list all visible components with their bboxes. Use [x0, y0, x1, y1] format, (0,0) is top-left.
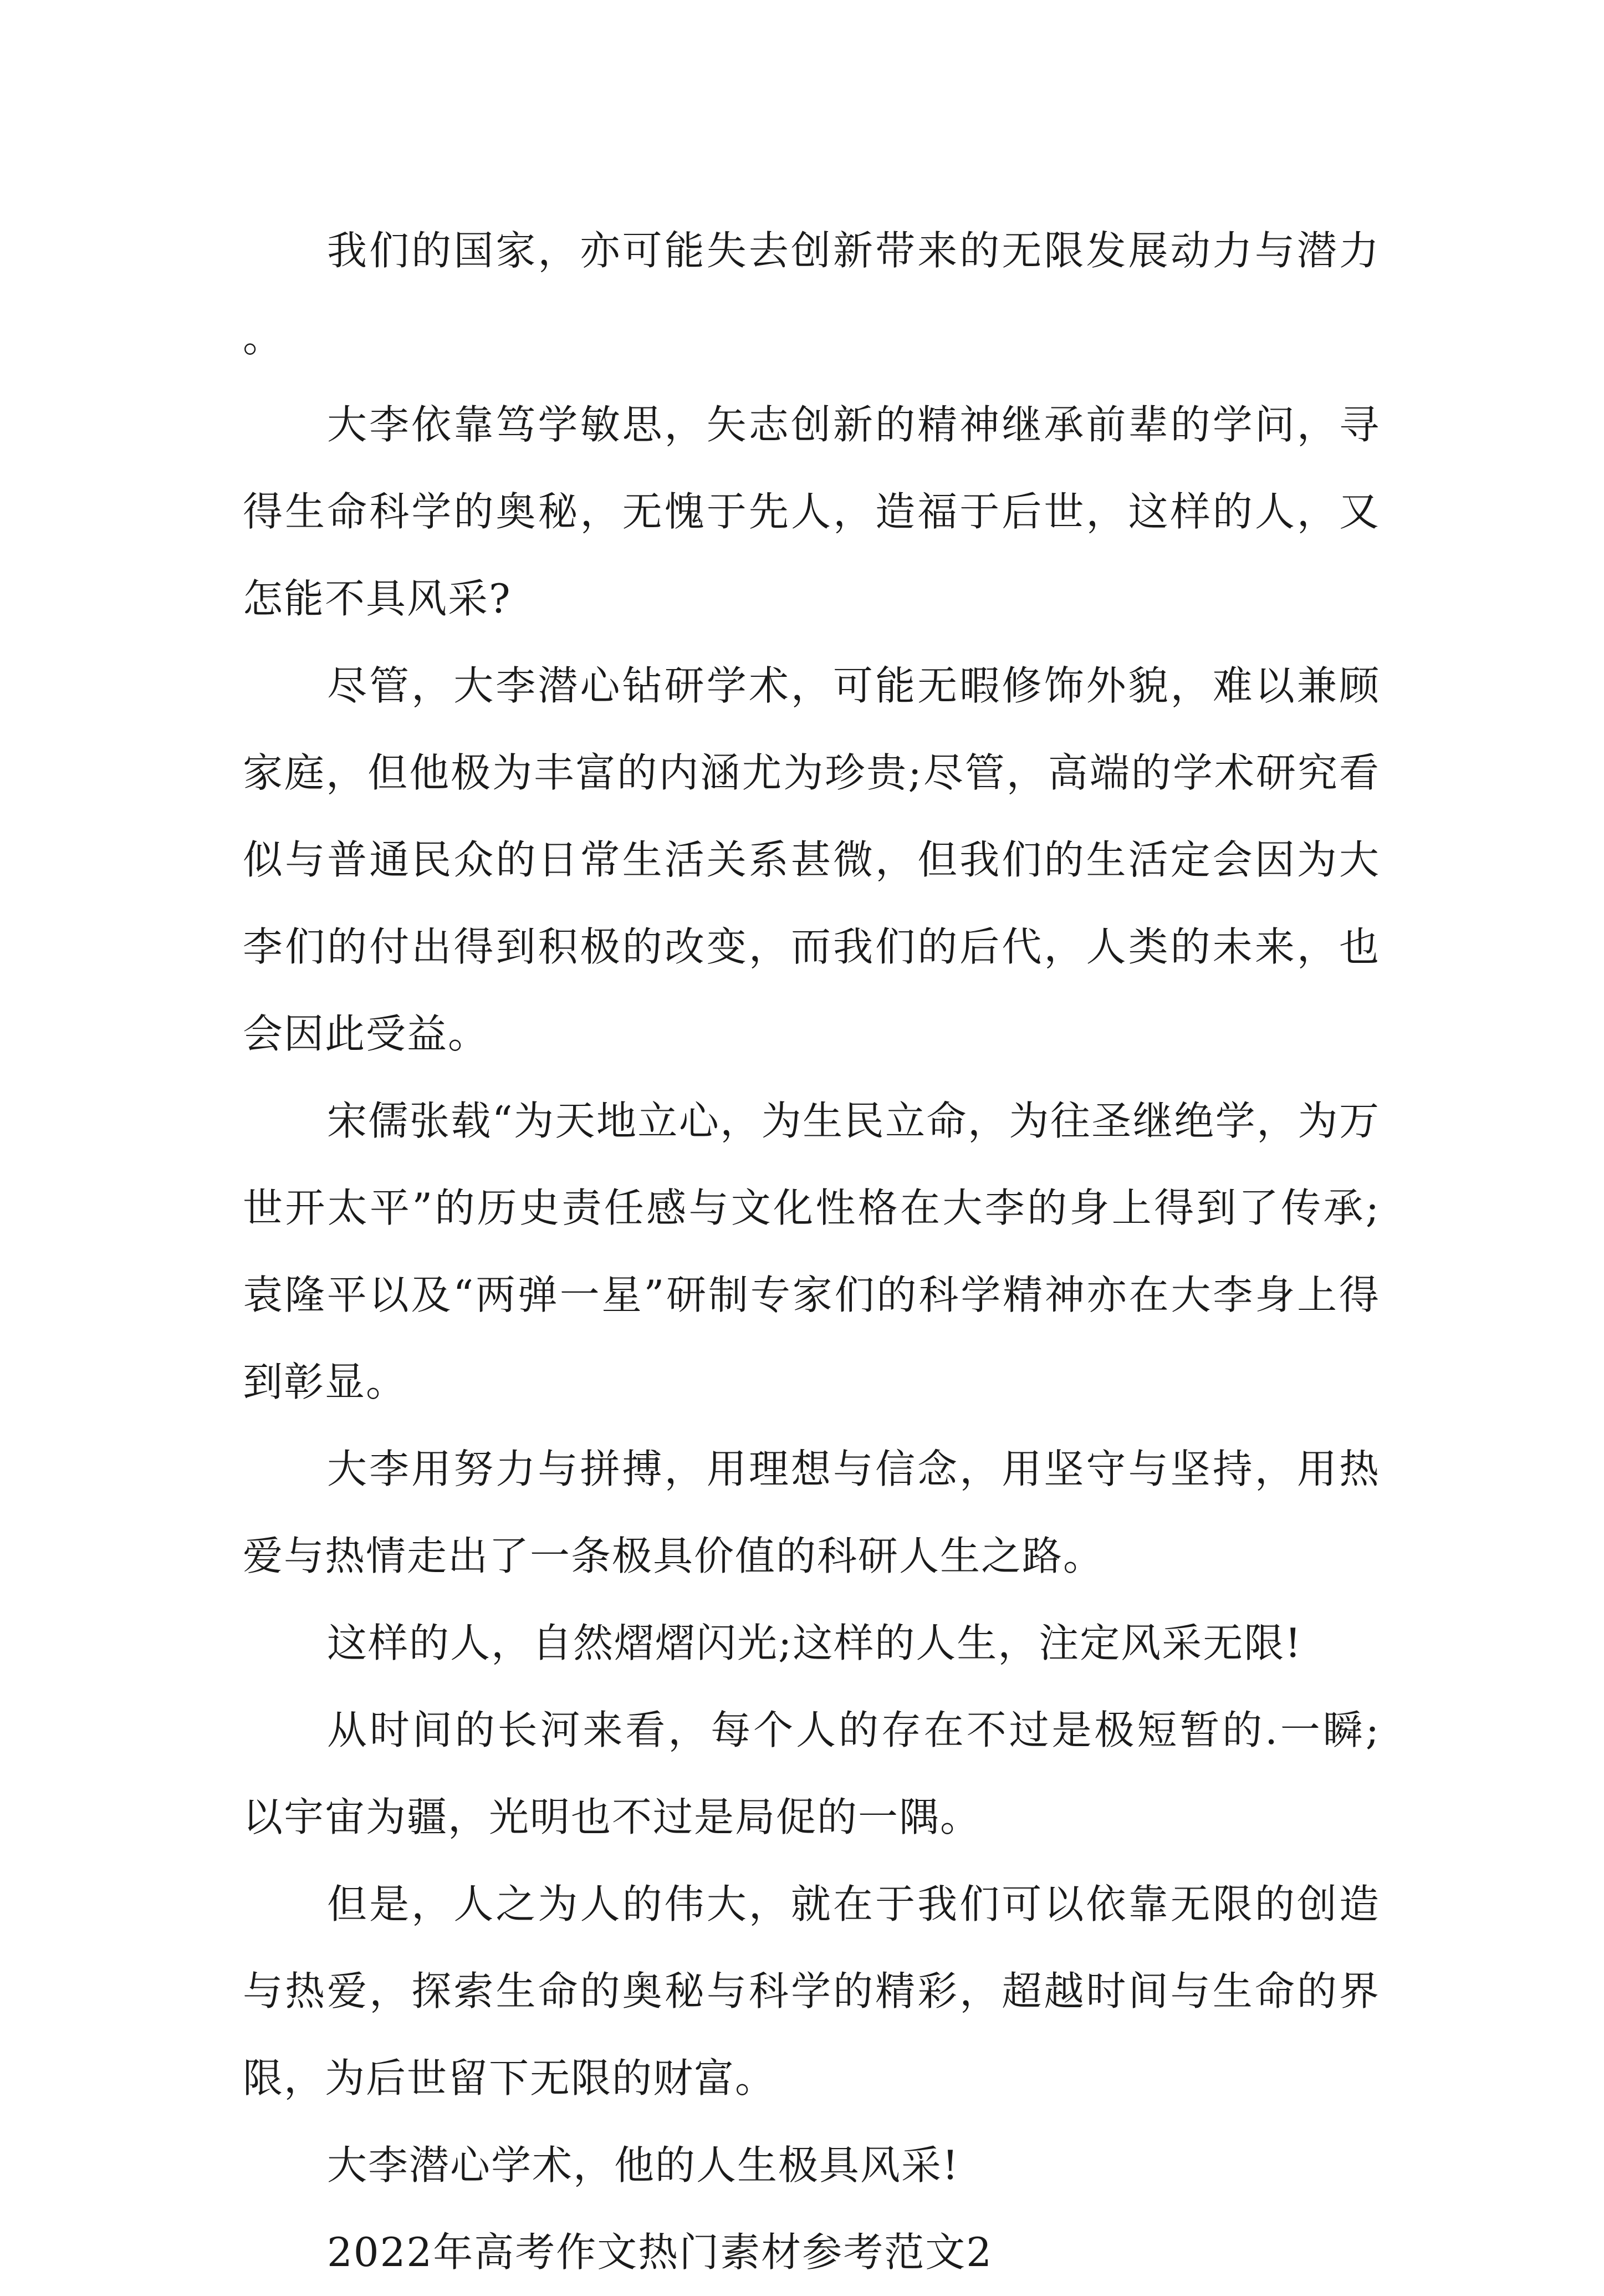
paragraph-5: 大李用努力与拼搏，用理想与信念，用坚守与坚持，用热爱与热情走出了一条极具价值的科研人生之路。 — [243, 1446, 1380, 1579]
paragraph-9: 大李潜心学术，他的人生极具风采! — [327, 2142, 959, 2188]
paragraph-2: 大李依靠笃学敏思，矢志创新的精神继承前辈的学问，寻得生命科学的奥秘，无愧于先人，造福于后世，这样的人，又怎能不具风采? — [243, 401, 1380, 622]
paragraph-7: 从时间的长河来看，每个人的存在不过是极短暂的.一瞬;以宇宙为疆，光明也不过是局促的一隅。 — [243, 1707, 1380, 1840]
paragraph-6: 这样的人，自然熠熠闪光;这样的人生，注定风采无限! — [327, 1620, 1302, 1666]
section-heading: 2022年高考作文热门素材参考范文2 — [327, 2229, 993, 2275]
paragraph-4: 宋儒张载“为天地立心，为生民立命，为往圣继绝学，为万世开太平”的历史责任感与文化性格在大李的身上得到了传承;袁隆平以及“两弹一星”研制专家们的科学精神亦在大李身上得到彰显。 — [243, 1098, 1380, 1405]
paragraph-1: 我们的国家，亦可能失去创新带来的无限发展动力与潜力。 — [243, 227, 1380, 361]
paragraph-8: 但是，人之为人的伟大，就在于我们可以依靠无限的创造与热爱，探索生命的奥秘与科学的精彩，超越时间与生命的界限，为后世留下无限的财富。 — [243, 1881, 1380, 2101]
paragraph-3: 尽管，大李潜心钻研学术，可能无暇修饰外貌，难以兼顾家庭，但他极为丰富的内涵尤为珍贵;尽管，高端的学术研究看似与普通民众的日常生活关系甚微，但我们的生活定会因为大李们的付出得到积极的改变，而我们的后代，人类的未来，也会因此受益。 — [243, 662, 1380, 1057]
document-body — [243, 207, 1380, 2296]
